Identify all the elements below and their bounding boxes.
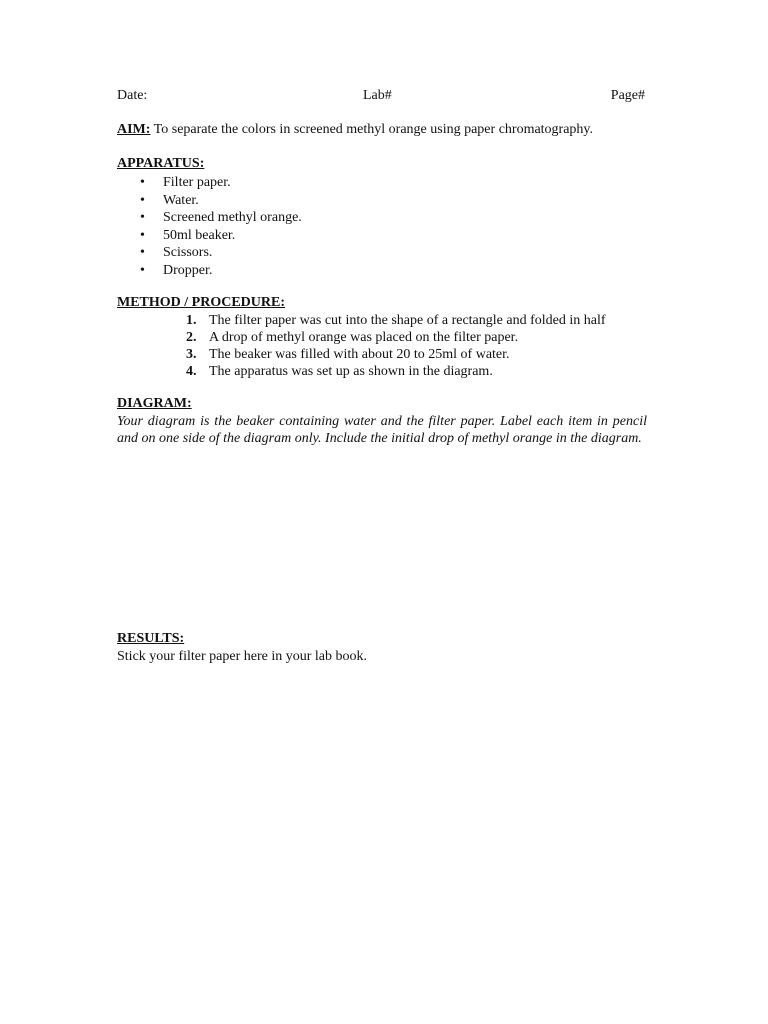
bullet-icon: • [140, 210, 145, 225]
apparatus-item-text: Screened methyl orange. [163, 210, 302, 225]
list-item [117, 312, 606, 329]
bullet-icon: • [140, 262, 145, 278]
aim-label: AIM: [117, 122, 151, 137]
step-number: 2. [186, 330, 197, 345]
date-label: Date: [117, 88, 148, 103]
list-item [117, 244, 302, 262]
diagram-instructions: Your diagram is the beaker containing water and the filter paper. Label each item in pencil and on one side of the diagram only. Include the initial drop of methyl orange in the diagram. [117, 414, 647, 446]
list-item [117, 329, 606, 346]
step-number: 3. [186, 347, 197, 362]
lab-number-label: Lab# [363, 88, 392, 103]
list-item [117, 174, 302, 192]
page-number-label: Page# [610, 88, 645, 103]
apparatus-item-text: 50ml beaker. [163, 227, 236, 243]
list-item [117, 363, 606, 380]
bullet-icon: • [140, 245, 145, 260]
apparatus-item-text: Scissors. [163, 245, 213, 260]
step-text: The beaker was filled with about 20 to 25ml of water. [209, 347, 510, 362]
apparatus-list [117, 174, 302, 279]
method-list [117, 312, 606, 380]
aim-text: To separate the colors in screened methyl orange using paper chromatography. [150, 122, 594, 137]
list-item [117, 192, 302, 210]
bullet-icon: • [140, 192, 145, 208]
bullet-icon: • [140, 227, 145, 243]
step-text: A drop of methyl orange was placed on the filter paper. [209, 330, 519, 345]
apparatus-item-text: Water. [163, 192, 199, 208]
step-text: The apparatus was set up as shown in the diagram. [209, 364, 493, 379]
apparatus-heading: APPARATUS: [117, 156, 205, 171]
step-number: 4. [186, 364, 197, 379]
step-number: 1. [186, 313, 197, 328]
list-item [117, 227, 302, 245]
list-item [117, 262, 302, 280]
list-item [117, 209, 302, 227]
aim-line [117, 122, 677, 138]
header-row [117, 88, 647, 106]
method-heading: METHOD / PROCEDURE: [117, 295, 285, 310]
list-item [117, 346, 606, 363]
apparatus-item-text: Filter paper. [163, 175, 231, 190]
bullet-icon: • [140, 175, 145, 190]
apparatus-item-text: Dropper. [163, 262, 213, 278]
results-instructions: Stick your filter paper here in your lab book. [117, 649, 367, 664]
diagram-heading: DIAGRAM: [117, 396, 192, 411]
step-text: The filter paper was cut into the shape of a rectangle and folded in half [209, 313, 606, 328]
results-heading: RESULTS: [117, 631, 185, 646]
